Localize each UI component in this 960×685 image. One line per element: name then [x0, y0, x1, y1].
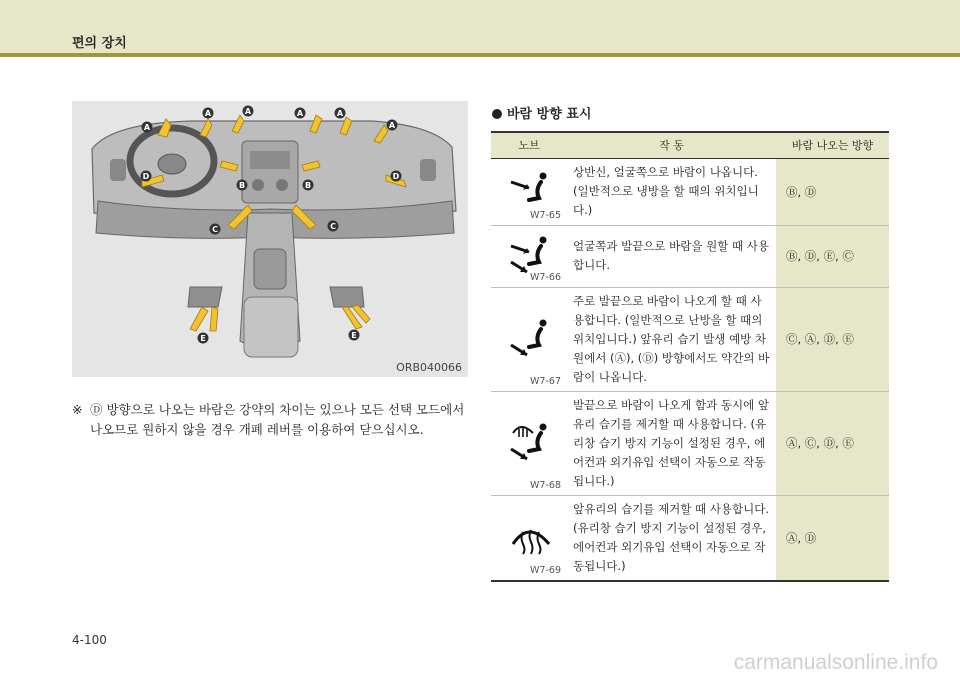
page-number: 4-100: [72, 633, 107, 647]
svg-text:D: D: [142, 172, 150, 181]
vent-face-icon: [509, 168, 553, 216]
header-band: [0, 0, 960, 53]
svg-text:B: B: [304, 181, 312, 190]
knob-cell: [491, 225, 567, 287]
figure-code: ORB040066: [396, 361, 462, 374]
svg-text:A: A: [143, 123, 151, 132]
watermark: carmanualsonline.info: [733, 651, 938, 674]
knob-code: W7-66: [530, 271, 561, 283]
vent-label-c: [210, 224, 221, 235]
vent-label-a: [335, 108, 346, 119]
vent-label-b: [237, 180, 248, 191]
svg-text:A: A: [204, 109, 212, 118]
svg-text:A: A: [388, 121, 396, 130]
column-header-direction: 바람 나오는 방향: [776, 132, 889, 158]
vent-defrost-icon: [509, 514, 553, 562]
direction-cell: Ⓐ, Ⓓ: [776, 495, 889, 581]
vent-label-c: [328, 221, 339, 232]
vent-label-a: [243, 106, 254, 117]
vent-label-b: [303, 180, 314, 191]
vent-floor-defrost-icon: [509, 419, 553, 467]
page-section-title: 편의 장치: [72, 36, 127, 51]
table-row: [491, 287, 889, 391]
knob-code: W7-65: [530, 209, 561, 221]
vent-direction-illustration: [72, 101, 468, 377]
section-title-text: 바람 방향 표시: [507, 107, 592, 122]
operation-cell: 얼굴쪽과 발끝으로 바람을 원할 때 사용합니다.: [567, 225, 776, 287]
vent-note: [72, 400, 472, 440]
vent-label-e: [198, 333, 209, 344]
svg-text:A: A: [296, 109, 304, 118]
header-rule: [0, 53, 960, 57]
svg-text:A: A: [244, 107, 252, 116]
svg-text:D: D: [392, 172, 400, 181]
knob-code: W7-68: [530, 479, 561, 491]
bullet-icon: [492, 109, 502, 119]
svg-text:C: C: [212, 225, 218, 234]
knob-code: W7-67: [530, 375, 561, 387]
knob-cell: [491, 391, 567, 495]
note-mark: ※: [72, 402, 83, 417]
vent-label-e: [349, 330, 360, 341]
direction-cell: Ⓐ, Ⓒ, Ⓓ, Ⓔ: [776, 391, 889, 495]
knob-cell: [491, 287, 567, 391]
section-title: [492, 103, 591, 122]
vent-label-d: [141, 171, 152, 182]
svg-text:E: E: [200, 334, 206, 343]
note-text: Ⓓ 방향으로 나오는 바람은 강약의 차이는 있으나 모든 선택 모드에서 나오므로 원하지 않을 경우 개폐 레버를 이용하여 닫으십시오.: [90, 402, 465, 437]
svg-text:B: B: [238, 181, 246, 190]
svg-text:A: A: [336, 109, 344, 118]
operation-cell: 상반신, 얼굴쪽으로 바람이 나옵니다. (일반적으로 냉방을 할 때의 위치입니다.): [567, 158, 776, 225]
table-row: [491, 391, 889, 495]
vent-label-d: [391, 171, 402, 182]
vent-label-a: [203, 108, 214, 119]
operation-cell: 앞유리의 습기를 제거할 때 사용합니다. (유리창 습기 방지 기능이 설정된 경우, 에어컨과 외기유입 선택이 자동으로 작동됩니다.): [567, 495, 776, 581]
knob-code: W7-69: [530, 564, 561, 576]
direction-cell: Ⓒ, Ⓐ, Ⓓ, Ⓔ: [776, 287, 889, 391]
svg-text:E: E: [351, 331, 357, 340]
vent-label-a: [387, 120, 398, 131]
vent-floor-icon: [509, 315, 553, 363]
column-header-operation: 작 동: [567, 132, 776, 158]
vent-label-a: [295, 108, 306, 119]
knob-cell: [491, 158, 567, 225]
direction-cell: Ⓑ, Ⓓ, Ⓔ, Ⓒ: [776, 225, 889, 287]
column-header-knob: 노브: [491, 132, 567, 158]
table-row: [491, 495, 889, 581]
knob-cell: [491, 495, 567, 581]
operation-cell: 주로 발끝으로 바람이 나오게 할 때 사용합니다. (일반적으로 난방을 할 때의 위치입니다.) 앞유리 습기 발생 예방 차원에서 (Ⓐ), (Ⓓ) 방향에서도 약간의 바람이 나옵니다.: [567, 287, 776, 391]
table-row: [491, 225, 889, 287]
table-row: [491, 158, 889, 225]
svg-text:C: C: [330, 222, 336, 231]
direction-cell: Ⓑ, Ⓓ: [776, 158, 889, 225]
dashboard-illustration: [72, 101, 468, 377]
vent-label-a: [142, 122, 153, 133]
operation-cell: 발끝으로 바람이 나오게 함과 동시에 앞 유리 습기를 제거할 때 사용합니다. (유리창 습기 방지 기능이 설정된 경우, 에어컨과 외기유입 선택이 자동으로 작동됩니다.): [567, 391, 776, 495]
vent-direction-table: [491, 131, 889, 582]
